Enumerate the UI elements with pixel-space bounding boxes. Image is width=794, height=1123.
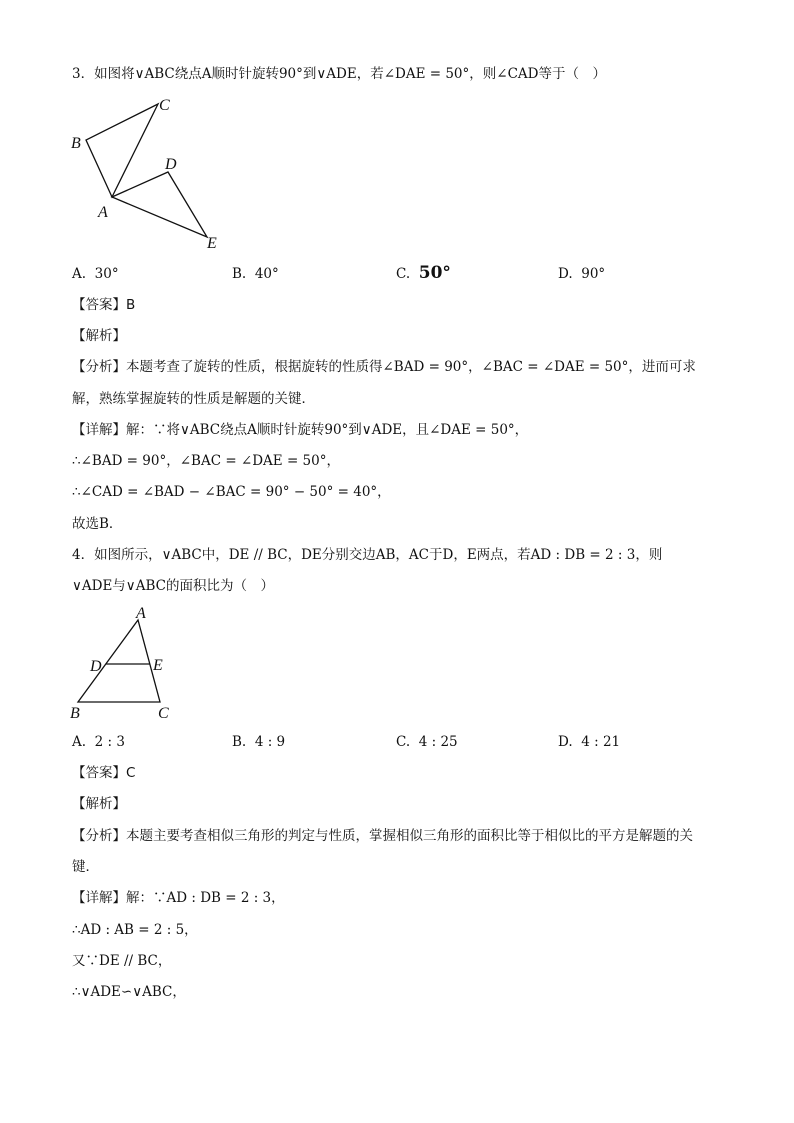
q4-option-b-text: 4 : 9 <box>254 734 286 750</box>
q3-label-c: C <box>159 97 170 114</box>
q4-option-d-text: 4 : 21 <box>581 734 621 750</box>
q4-stem-line-1: 4．如图所示，∨ABC中，DE // BC，DE分别交边AB，AC于D，E两点，若AD : DB = 2 : 3，则 <box>72 547 663 563</box>
q3-detail-line-3: ∴∠CAD = ∠BAD − ∠BAC = 90° − 50° = 40°， <box>72 484 391 500</box>
q4-option-d-letter: D. <box>558 734 573 750</box>
q4-similar-triangles-figure <box>64 602 184 724</box>
q3-analysis-line-2: 解，熟练掌握旋转的性质是解题的关键． <box>72 391 315 407</box>
q4-option-c <box>396 732 458 752</box>
q4-option-a <box>72 732 125 752</box>
q4-analysis-line-1: 【分析】本题主要考查相似三角形的判定与性质，掌握相似三角形的面积比等于相似比的平方是解题的关 <box>72 828 693 844</box>
q4-detail-line-4: ∴∨ADE∽∨ABC， <box>72 984 186 1000</box>
q4-option-a-text: 2 : 3 <box>94 734 125 750</box>
q3-label-b: B <box>71 135 81 152</box>
q3-detail-line-1: 【详解】解：∵将∨ABC绕点A顺时针旋转90°到∨ADE，且∠DAE = 50°， <box>72 422 529 438</box>
q3-option-c-text: 50° <box>418 263 451 283</box>
q3-option-c-letter: C. <box>396 266 411 282</box>
q4-option-d <box>558 732 620 752</box>
q3-triangle-abc <box>86 104 158 197</box>
q3-option-d-letter: D. <box>558 266 573 282</box>
q4-analysis-line-2: 键． <box>72 859 99 875</box>
q4-label-e: E <box>153 657 163 674</box>
q4-option-b-letter: B. <box>232 734 247 750</box>
q4-option-c-text: 4 : 25 <box>418 734 458 750</box>
q4-label-b: B <box>70 705 80 722</box>
q4-detail-line-2: ∴AD : AB = 2 : 5， <box>72 922 198 938</box>
q3-option-a <box>72 264 119 284</box>
q3-option-a-text: 30° <box>94 266 119 282</box>
q3-option-b <box>232 264 279 284</box>
q4-label-d: D <box>90 658 102 675</box>
q3-detail-line-2: ∴∠BAD = 90°，∠BAC = ∠DAE = 50°， <box>72 453 340 469</box>
q4-answer: 【答案】C <box>72 765 136 781</box>
q3-option-a-letter: A. <box>72 266 87 282</box>
q3-stem: 3．如图将∨ABC绕点A顺时针旋转90°到∨ADE，若∠DAE = 50°，则∠CAD等于（ ） <box>72 66 606 82</box>
q3-option-c <box>396 263 451 284</box>
q3-option-b-text: 40° <box>254 266 279 282</box>
q4-detail-line-1: 【详解】解：∵AD : DB = 2 : 3， <box>72 890 285 906</box>
q4-label-a: A <box>136 605 146 622</box>
q4-analysis-title: 【解析】 <box>72 796 126 812</box>
q3-conclusion: 故选B． <box>72 516 123 532</box>
q3-triangle-ade <box>112 172 207 237</box>
q3-label-e: E <box>207 235 217 252</box>
q3-option-d-text: 90° <box>581 266 606 282</box>
q3-analysis-line-1: 【分析】本题考查了旋转的性质，根据旋转的性质得∠BAD = 90°，∠BAC = ∠DAE = 50°，进而可求 <box>72 359 696 375</box>
q3-rotation-figure <box>64 92 234 254</box>
q4-label-c: C <box>158 705 169 722</box>
q4-detail-line-3: 又∵DE // BC， <box>72 953 172 969</box>
q4-option-b <box>232 732 285 752</box>
q3-analysis-title: 【解析】 <box>72 328 126 344</box>
q4-stem-line-2: ∨ADE与∨ABC的面积比为（ ） <box>72 578 274 594</box>
q4-option-c-letter: C. <box>396 734 411 750</box>
q4-option-a-letter: A. <box>72 734 87 750</box>
q3-label-a: A <box>98 204 108 221</box>
q3-option-b-letter: B. <box>232 266 247 282</box>
q3-label-d: D <box>165 156 177 173</box>
q3-answer: 【答案】B <box>72 297 136 313</box>
q3-option-d <box>558 264 605 284</box>
